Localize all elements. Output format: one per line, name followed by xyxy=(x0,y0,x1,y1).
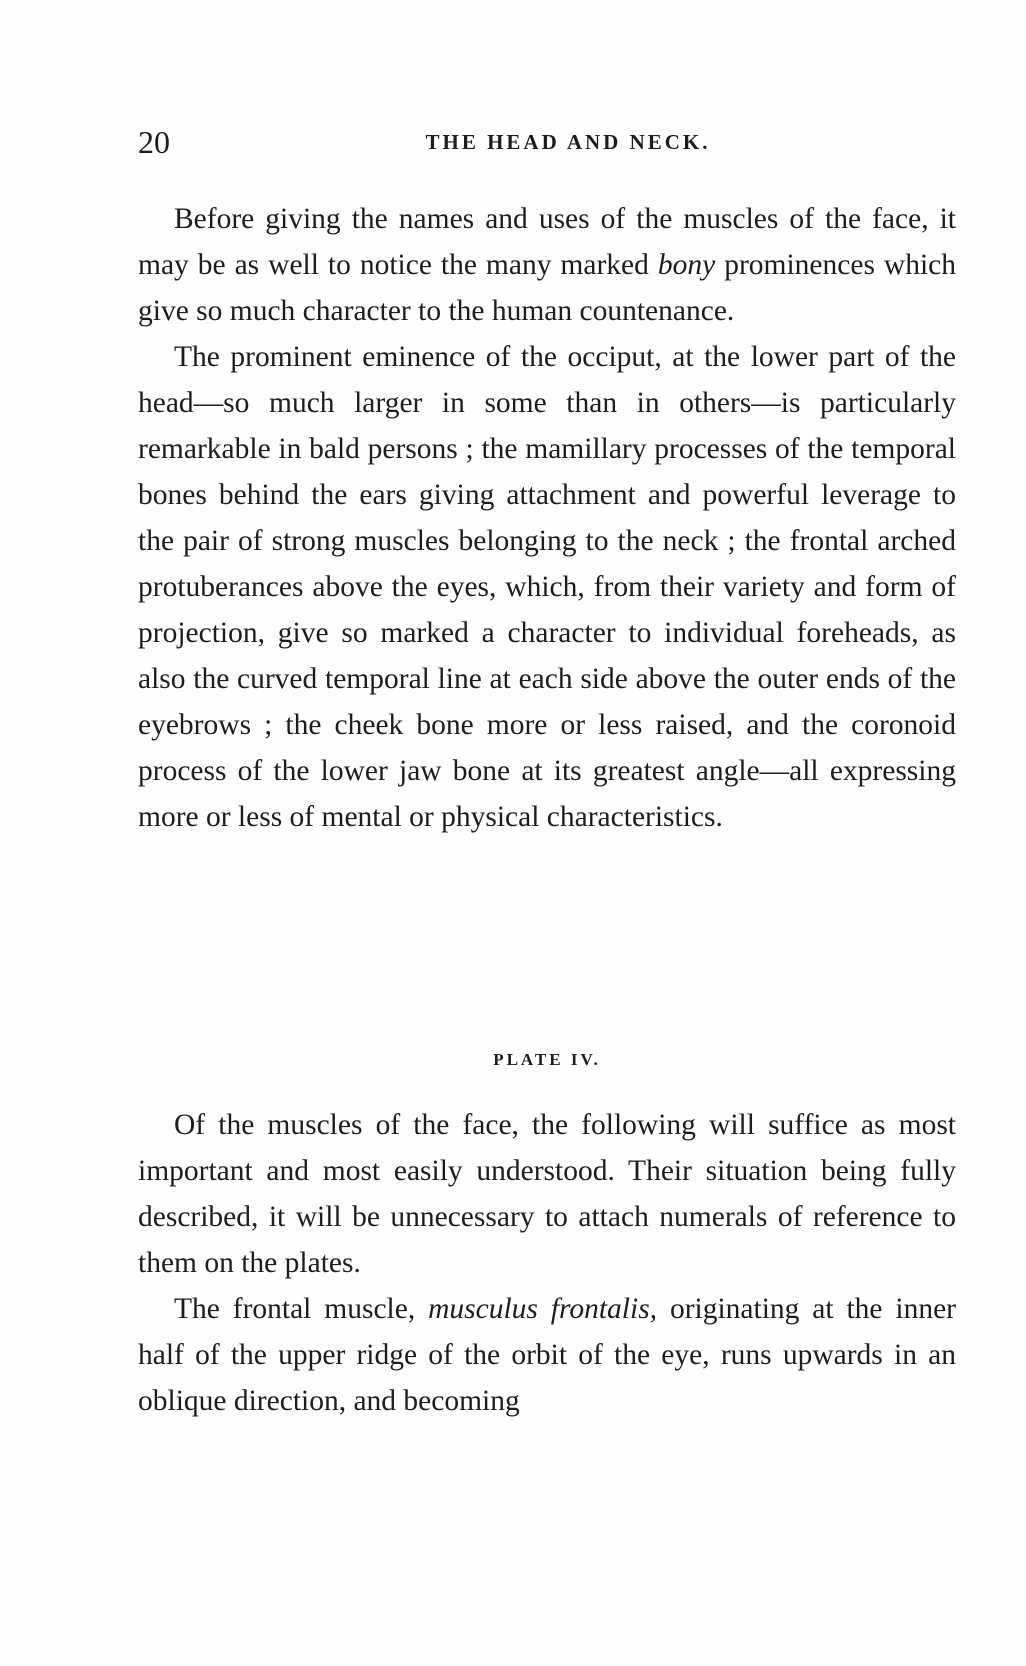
paragraph xyxy=(138,1286,956,1424)
paragraph xyxy=(138,196,956,334)
emphasis-text: musculus frontalis, xyxy=(428,1293,658,1325)
paragraph: Of the muscles of the face, the following will suffice as most important and most easily understood. Their situation being fully described, it will be unnecessary to attach numerals of reference to them on the plates. xyxy=(138,1109,956,1279)
paragraph-text: Before giving the names and uses of the muscles of the face, it may be as well to notice the many marked xyxy=(138,203,956,281)
text-block-intro xyxy=(138,196,956,840)
emphasis-text: bony xyxy=(657,249,716,281)
paragraph-text: prominences which give so much character to the human countenance. xyxy=(138,249,956,327)
text-block-muscles xyxy=(138,1102,956,1424)
page-number: 20 xyxy=(138,124,170,160)
paragraph: The prominent eminence of the occiput, at the lower part of the head—so much larger in some than in others—is particularly remarkable in bald persons ; the mamillary processes of the temporal bones behind the ears giving attachment and powerful leverage to the pair of strong muscles belonging to the neck ; the frontal arched protuberances above the eyes, which, from their variety and form of projection, give so marked a character to individual foreheads, as also the curved temporal line at each side above the outer ends of the eyebrows ; the cheek bone more or less raised, and the coronoid process of the lower jaw bone at its greatest angle—all expressing more or less of mental or physical characteristics. xyxy=(138,341,956,833)
paragraph-text: originating at the inner half of the upper ridge of the orbit of the eye, runs upwards in an oblique direction, and becoming xyxy=(138,1293,956,1417)
paragraph-text: The frontal muscle, xyxy=(174,1293,429,1325)
plate-heading: PLATE IV. xyxy=(493,1050,601,1069)
running-title: THE HEAD AND NECK. xyxy=(425,130,711,154)
page-header xyxy=(138,122,958,162)
